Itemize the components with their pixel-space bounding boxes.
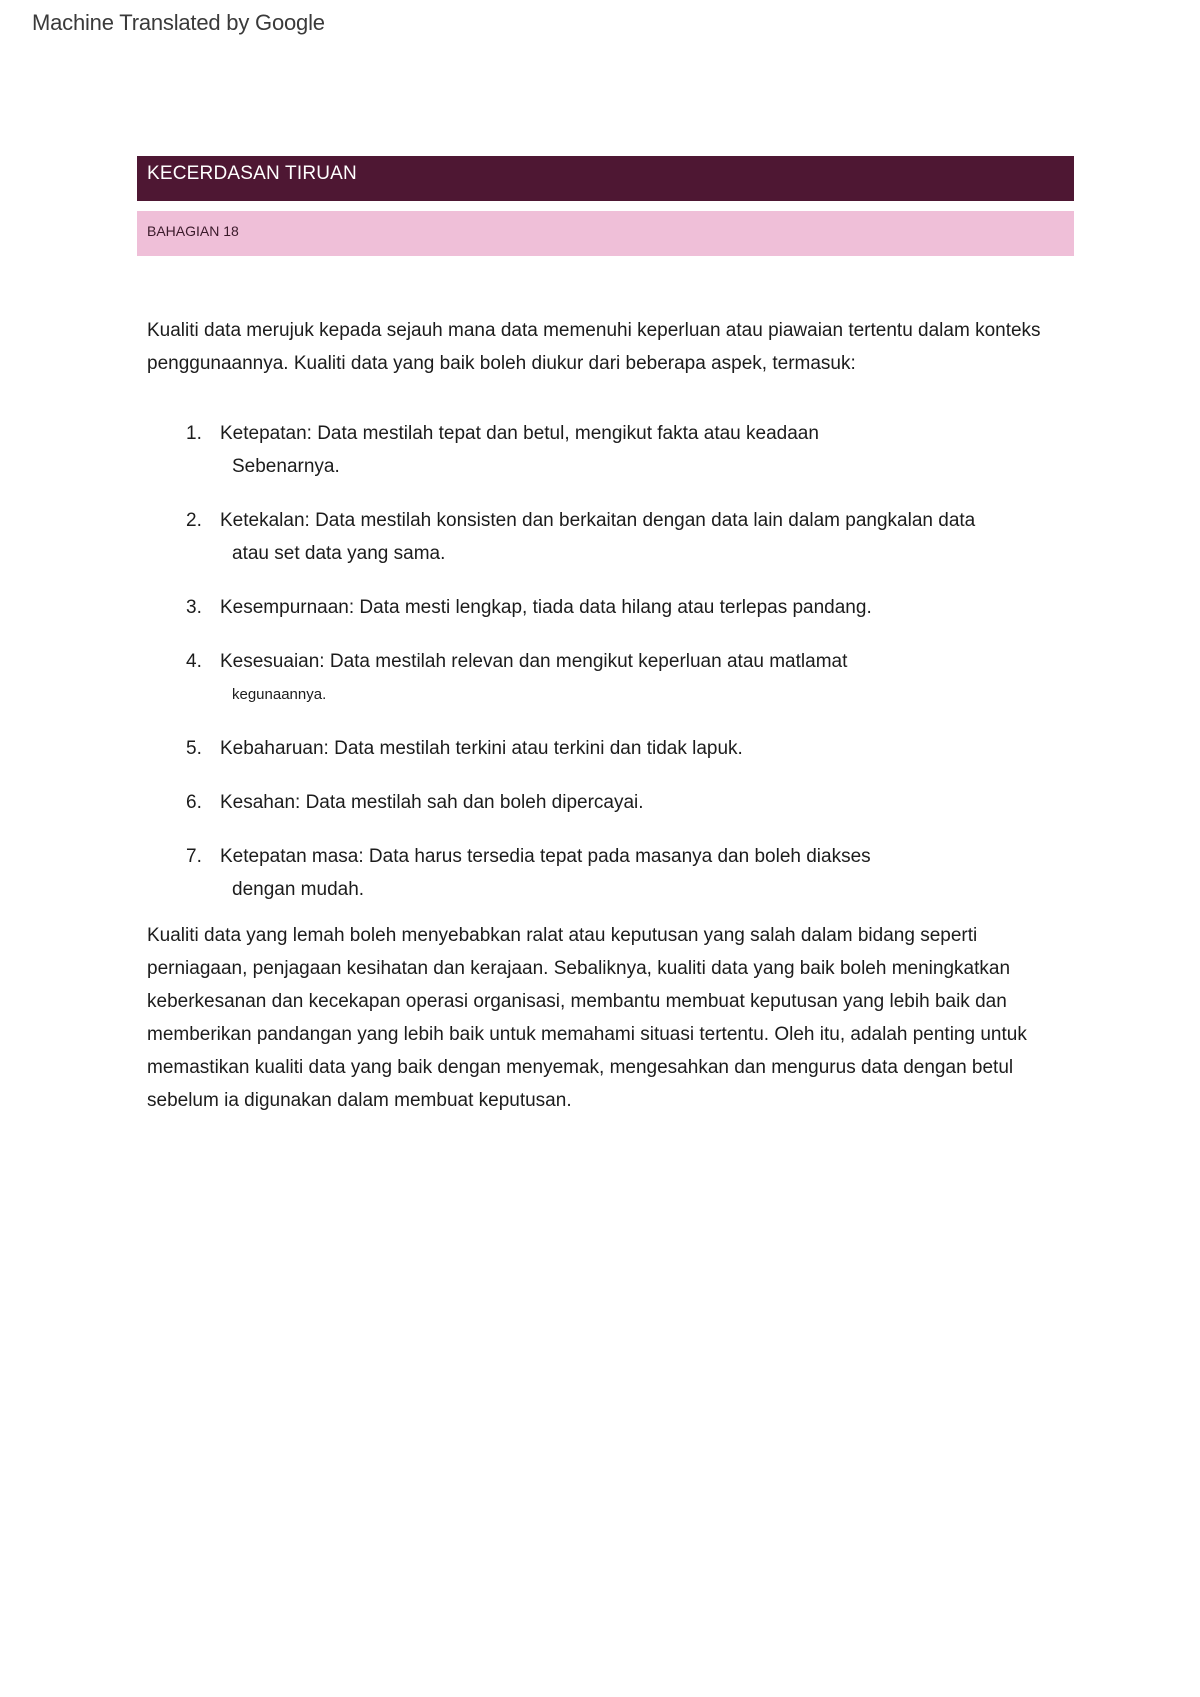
chapter-header-bar: [137, 156, 1074, 201]
list-item-number: 1.: [186, 423, 202, 444]
list-item: [147, 591, 1072, 624]
section-header-bar: [137, 211, 1074, 256]
list-item-text: Kesahan: Data mestilah sah dan boleh dipercayai.: [220, 792, 644, 813]
quality-aspects-list: [147, 417, 1072, 906]
list-item-text: Ketekalan: Data mestilah konsisten dan berkaitan dengan data lain dalam pangkalan data: [220, 510, 976, 531]
list-item-text: Kesesuaian: Data mestilah relevan dan mengikut keperluan atau matlamat: [220, 651, 848, 672]
list-item: [147, 732, 1072, 765]
document-body: [147, 314, 1072, 1117]
list-item-number: 4.: [186, 651, 202, 672]
section-label: BAHAGIAN 18: [147, 223, 239, 239]
list-item-continuation: kegunaannya.: [232, 686, 327, 703]
list-item-number: 2.: [186, 510, 202, 531]
list-item: [147, 417, 1072, 483]
list-item: [147, 504, 1072, 570]
list-item: [147, 840, 1072, 906]
intro-paragraph: Kualiti data merujuk kepada sejauh mana data memenuhi keperluan atau piawaian tertentu dalam konteks penggunaannya. Kualiti data yang baik boleh diukur dari beberapa aspek, termasuk:: [147, 320, 1041, 374]
list-item: [147, 645, 1072, 711]
list-item-continuation: atau set data yang sama.: [232, 543, 446, 564]
list-item-text: Ketepatan: Data mestilah tepat dan betul, mengikut fakta atau keadaan: [220, 423, 819, 444]
list-item-number: 5.: [186, 738, 202, 759]
list-item-continuation: Sebenarnya.: [232, 456, 340, 477]
list-item-number: 3.: [186, 597, 202, 618]
closing-paragraph: Kualiti data yang lemah boleh menyebabkan ralat atau keputusan yang salah dalam bidang seperti perniagaan, penjagaan kesihatan dan kerajaan. Sebaliknya, kualiti data yang baik boleh meningkatkan keberkesanan dan kecekapan operasi organisasi, membantu membuat keputusan yang lebih baik dan memberikan pandangan yang lebih baik untuk memahami situasi tertentu. Oleh itu, adalah penting untuk memastikan kualiti data yang baik dengan menyemak, mengesahkan dan mengurus data dengan betul sebelum ia digunakan dalam membuat keputusan.: [147, 925, 1027, 1111]
list-item-number: 6.: [186, 792, 202, 813]
list-item-text: Kesempurnaan: Data mesti lengkap, tiada data hilang atau terlepas pandang.: [220, 597, 872, 618]
chapter-title: KECERDASAN TIRUAN: [147, 163, 357, 184]
list-item-number: 7.: [186, 846, 202, 867]
list-item-text: Kebaharuan: Data mestilah terkini atau terkini dan tidak lapuk.: [220, 738, 743, 759]
list-item-continuation: dengan mudah.: [232, 879, 365, 900]
list-item: [147, 786, 1072, 819]
list-item-text: Ketepatan masa: Data harus tersedia tepat pada masanya dan boleh diakses: [220, 846, 871, 867]
machine-translation-watermark: Machine Translated by Google: [32, 10, 325, 35]
